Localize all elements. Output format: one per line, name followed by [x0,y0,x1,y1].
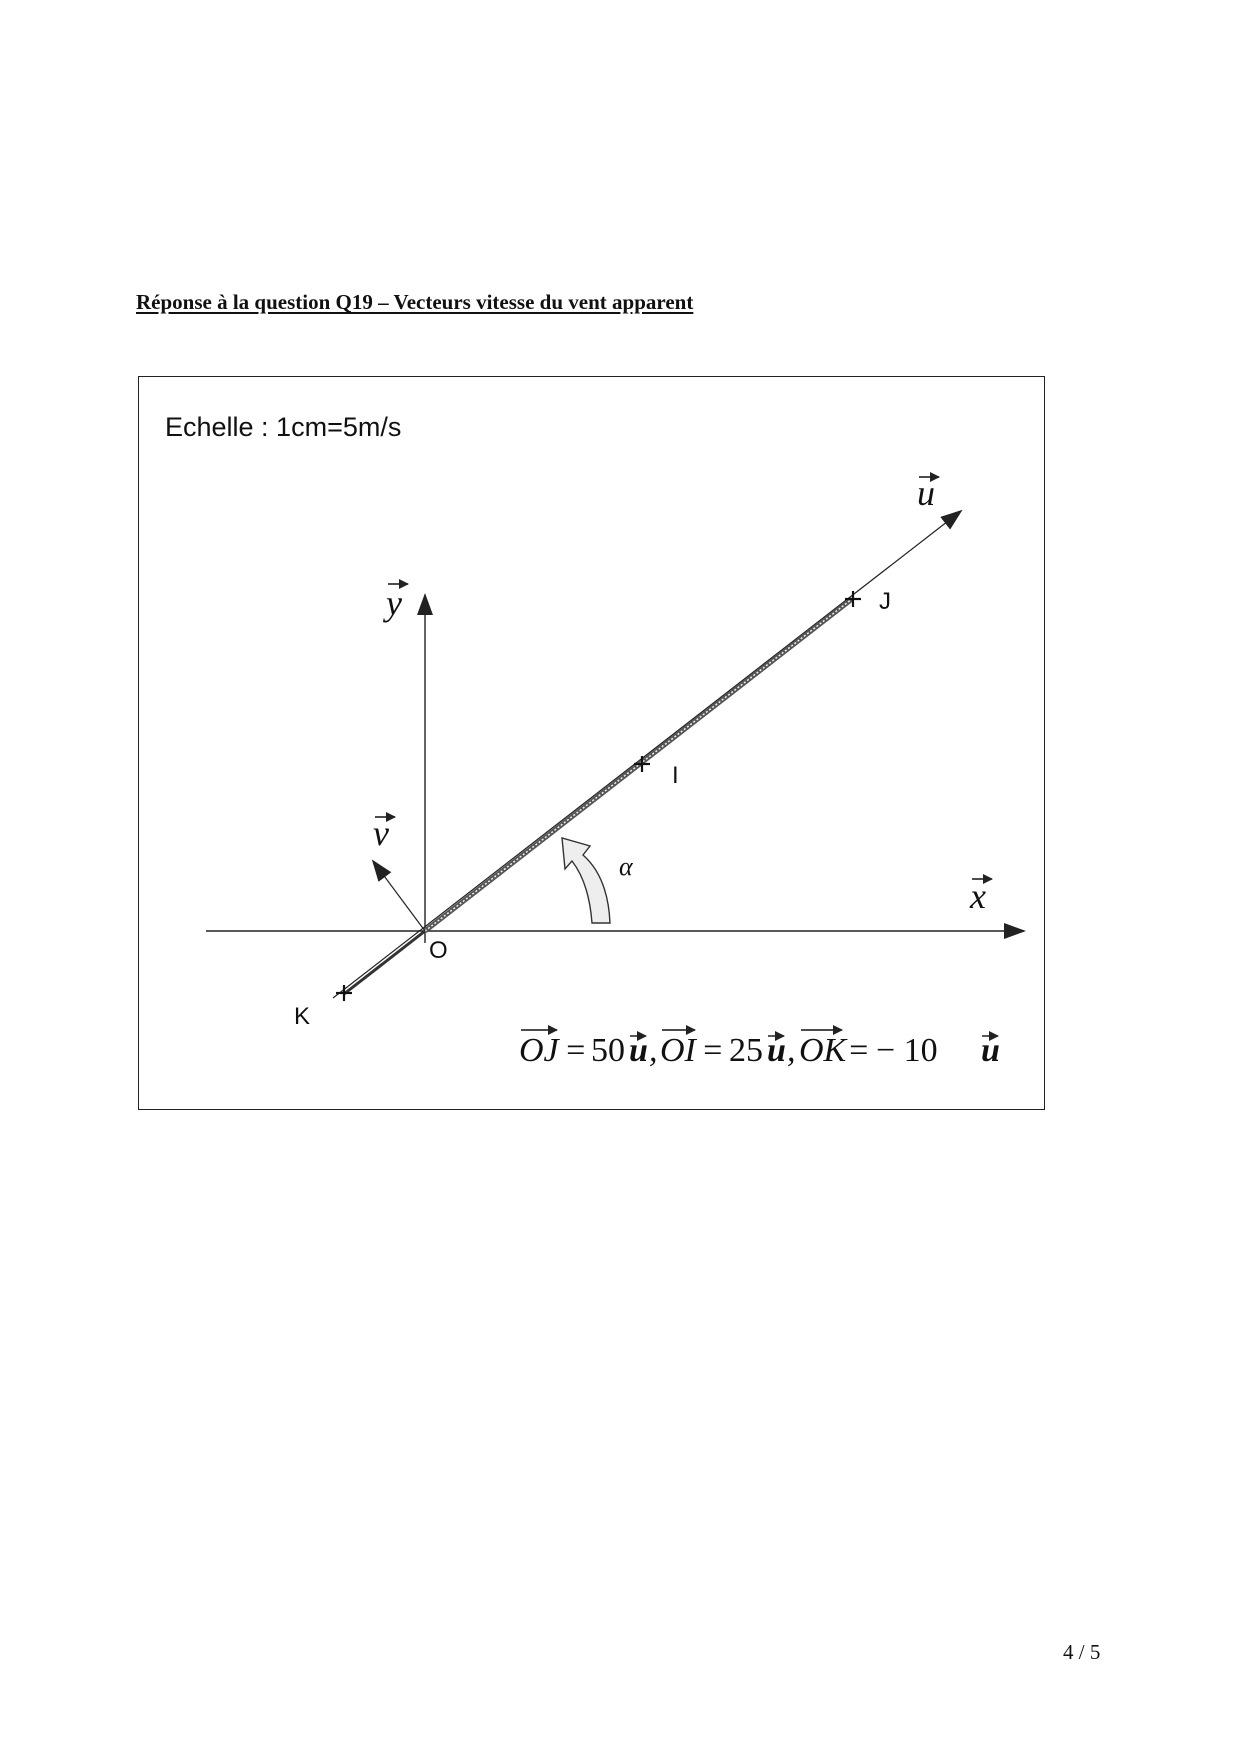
eq-u1: u [629,1032,648,1069]
point-J-label: J [879,588,891,615]
section-heading: Réponse à la question Q19 – Vecteurs vitesse du vent apparent [136,290,694,314]
v-letter: v [373,813,389,853]
eq-equals-2: = [701,1032,724,1069]
scale-label: Echelle : 1cm=5m/s [165,412,402,442]
y-label [383,583,408,623]
eq-ok-coef: − 10 [876,1032,938,1069]
eq-equals-3: = [847,1032,870,1069]
angle-arrow-icon [562,838,610,923]
point-K-label: K [294,1003,311,1030]
eq-u3: u [981,1032,1000,1069]
eq-oj-coef: 50 [591,1032,625,1069]
point-I-label: I [672,762,679,789]
eq-ok-vec: OK [799,1032,847,1069]
eq-oj-vec: OJ [519,1032,559,1069]
point-O-label: O [429,937,448,964]
vector-diagram [138,376,1045,1110]
x-label [969,876,992,916]
eq-comma-1: , [649,1032,658,1069]
page-number: 4 / 5 [1063,1640,1101,1664]
eq-oi-coef: 25 [729,1032,763,1069]
vector-v [373,861,425,931]
u-label [917,473,939,513]
angle-alpha-label: α [619,852,633,881]
eq-comma-2: , [787,1032,796,1069]
x-letter: x [970,876,986,916]
u-direction-line [333,511,961,998]
equation [519,1030,1000,1069]
vector-OK [344,931,425,994]
y-letter: y [386,583,402,623]
v-label [373,813,395,853]
diagram-canvas [139,377,1046,1111]
eq-oi-vec: OI [660,1032,696,1069]
u-letter: u [917,473,935,513]
point-K-mark [336,985,352,1001]
eq-equals-1: = [564,1032,587,1069]
eq-u2: u [767,1032,786,1069]
